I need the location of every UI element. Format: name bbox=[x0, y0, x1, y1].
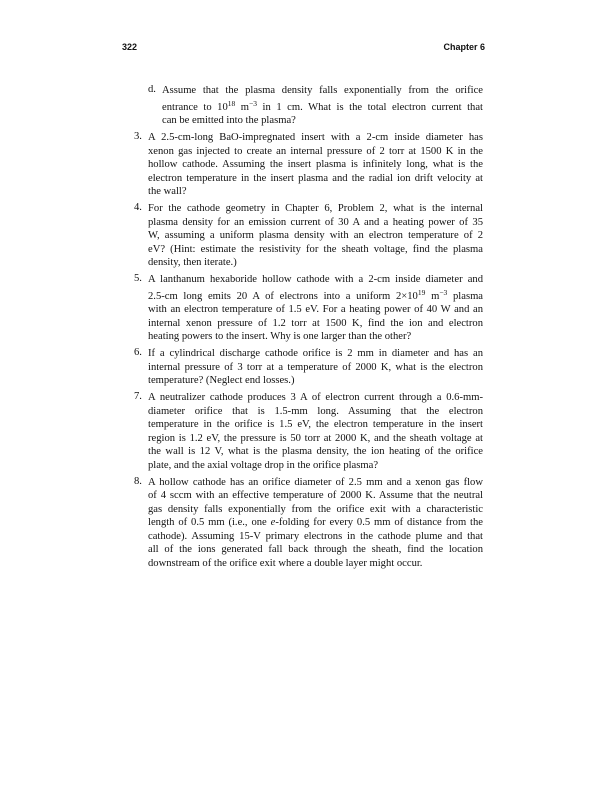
text-run: the wall? bbox=[148, 186, 187, 197]
text-run: Assume that the plasma density falls exponentially from the orifice bbox=[162, 85, 483, 96]
text-run: region is 1.2 eV, the pressure is 50 torr at 2000 K, and the sheath voltage at bbox=[148, 432, 483, 444]
text-run: can be emitted into the plasma? bbox=[162, 115, 296, 126]
text-run: temperature in the orifice is 1.5 eV, the electron temperature in the insert bbox=[148, 419, 483, 430]
text-run: of 4 sccm with an effective temperature of 2000 K. Assume that the neutral bbox=[148, 490, 483, 501]
text-line bbox=[148, 303, 483, 317]
text-run: heating powers to the insert. Why is one larger than the other? bbox=[148, 331, 412, 342]
text-line bbox=[148, 216, 483, 230]
text-line bbox=[148, 229, 483, 243]
problem-item bbox=[0, 202, 612, 270]
text-run: in 1 cm. What is the total electron current that bbox=[257, 101, 483, 113]
text-line bbox=[148, 317, 483, 331]
text-line bbox=[148, 243, 483, 257]
superscript: 19 bbox=[417, 287, 426, 297]
text-run: plate, and the axial voltage drop in the orifice plasma? bbox=[148, 459, 379, 471]
text-line bbox=[148, 256, 483, 270]
problem-item bbox=[0, 273, 612, 344]
problem-number: d. bbox=[148, 84, 156, 95]
text-run: W, assuming a uniform plasma density with an electron temperature of 2 bbox=[148, 230, 483, 241]
text-line bbox=[148, 330, 483, 344]
text-line bbox=[148, 287, 484, 304]
text-run: cathode). Assuming 15-V primary electrons in the cathode plume and that bbox=[148, 530, 483, 542]
text-run: downstream of the orifice exit where a double layer might occur. bbox=[148, 557, 423, 569]
text-run: entrance to 10 bbox=[162, 101, 228, 113]
text-run: all of the ions generated fall back through the sheath, find the location bbox=[148, 544, 483, 555]
text-line bbox=[148, 361, 483, 375]
text-run: m bbox=[425, 290, 440, 302]
problem-item bbox=[0, 476, 612, 571]
text-run: 2.5-cm long emits 20 A of electrons into a uniform 2×10 bbox=[148, 290, 418, 302]
text-line bbox=[148, 489, 483, 503]
chapter-title: Chapter 6 bbox=[443, 42, 485, 52]
text-line bbox=[148, 543, 483, 557]
text-line bbox=[148, 445, 483, 459]
text-line bbox=[148, 557, 483, 571]
text-line bbox=[148, 503, 483, 517]
text-line bbox=[148, 418, 483, 432]
text-run: xenon gas injected to create an internal pressure of 2 torr at 1500 K in the bbox=[148, 145, 483, 157]
text-line bbox=[148, 131, 483, 145]
text-line bbox=[148, 516, 483, 530]
text-line bbox=[162, 114, 483, 128]
text-run: eV? (Hint: estimate the resistivity for the sheath voltage, find the plasma bbox=[148, 243, 483, 255]
superscript: 18 bbox=[227, 98, 236, 108]
text-run: -folding for every 0.5 mm of distance from the bbox=[275, 517, 483, 528]
problem-number: 5. bbox=[134, 273, 142, 284]
text-line bbox=[148, 185, 483, 199]
superscript: −3 bbox=[439, 287, 448, 297]
text-run: e bbox=[270, 517, 276, 528]
text-run: hollow cathode. Assuming the insert plasma is infinitely long, what is the bbox=[148, 159, 483, 170]
text-line bbox=[148, 374, 483, 388]
text-line bbox=[148, 405, 483, 419]
text-run: internal xenon pressure of 1.2 torr at 1500 K, find the ion and electron bbox=[148, 317, 483, 329]
text-line bbox=[148, 459, 483, 473]
problem-number: 8. bbox=[134, 475, 142, 487]
text-line bbox=[148, 432, 483, 446]
text-run: plasma density for an emission current of 30 A and a heating power of 35 bbox=[148, 216, 483, 228]
problem-number: 4. bbox=[134, 202, 142, 213]
text-run: If a cylindrical discharge cathode orifice is 2 mm in diameter and has an bbox=[148, 348, 483, 359]
problem-list bbox=[0, 84, 612, 570]
text-run: density, then iterate.) bbox=[148, 257, 237, 268]
superscript: −3 bbox=[249, 98, 258, 108]
text-line bbox=[148, 476, 483, 490]
problem-number: 3. bbox=[134, 131, 142, 142]
text-run: A neutralizer cathode produces 3 A of electron current through a 0.6-mm- bbox=[148, 392, 483, 403]
sub-problem bbox=[0, 84, 612, 128]
text-line bbox=[162, 98, 483, 115]
text-line bbox=[148, 391, 483, 405]
text-run: A hollow cathode has an orifice diameter of 2.5 mm and a xenon gas flow bbox=[148, 476, 483, 488]
problem-item bbox=[0, 347, 612, 388]
problem-item bbox=[0, 131, 612, 199]
problem-number: 6. bbox=[134, 347, 142, 358]
text-run: gas density falls exponentially from the orifice exit with a characteristic bbox=[148, 503, 483, 515]
text-line bbox=[148, 347, 483, 361]
text-line bbox=[148, 202, 483, 216]
text-line bbox=[148, 145, 483, 159]
text-line bbox=[148, 158, 483, 172]
page-number: 322 bbox=[122, 42, 138, 52]
text-run: For the cathode geometry in Chapter 6, Problem 2, what is the internal bbox=[148, 203, 483, 214]
problem-item bbox=[0, 391, 612, 472]
text-run: with an electron temperature of 1.5 eV. For a heating power of 40 W and an bbox=[148, 304, 483, 315]
text-line bbox=[162, 84, 483, 98]
problem-number: 7. bbox=[134, 391, 142, 402]
text-line bbox=[148, 273, 483, 287]
text-run: the wall is 12 V, what is the plasma density, the ion heating of the orifice bbox=[148, 446, 483, 457]
text-run: diameter orifice that is 1.5-mm long. Assuming that the electron bbox=[148, 405, 483, 417]
text-run: plasma bbox=[447, 290, 484, 302]
text-line bbox=[148, 172, 483, 186]
text-run: m bbox=[235, 101, 250, 113]
text-run: internal pressure of 3 torr at a temperature of 2000 K, what is the electron bbox=[148, 361, 483, 373]
text-run: electron temperature in the insert plasma and the radial ion drift velocity at bbox=[148, 172, 483, 184]
text-run: temperature? (Neglect end losses.) bbox=[148, 375, 295, 386]
text-run: length of 0.5 mm (i.e., one bbox=[148, 517, 271, 528]
text-run: A 2.5-cm-long BaO-impregnated insert with a 2-cm inside diameter has bbox=[148, 132, 483, 143]
text-run: A lanthanum hexaboride hollow cathode with a 2-cm inside diameter and bbox=[148, 274, 483, 285]
text-line bbox=[148, 530, 483, 544]
